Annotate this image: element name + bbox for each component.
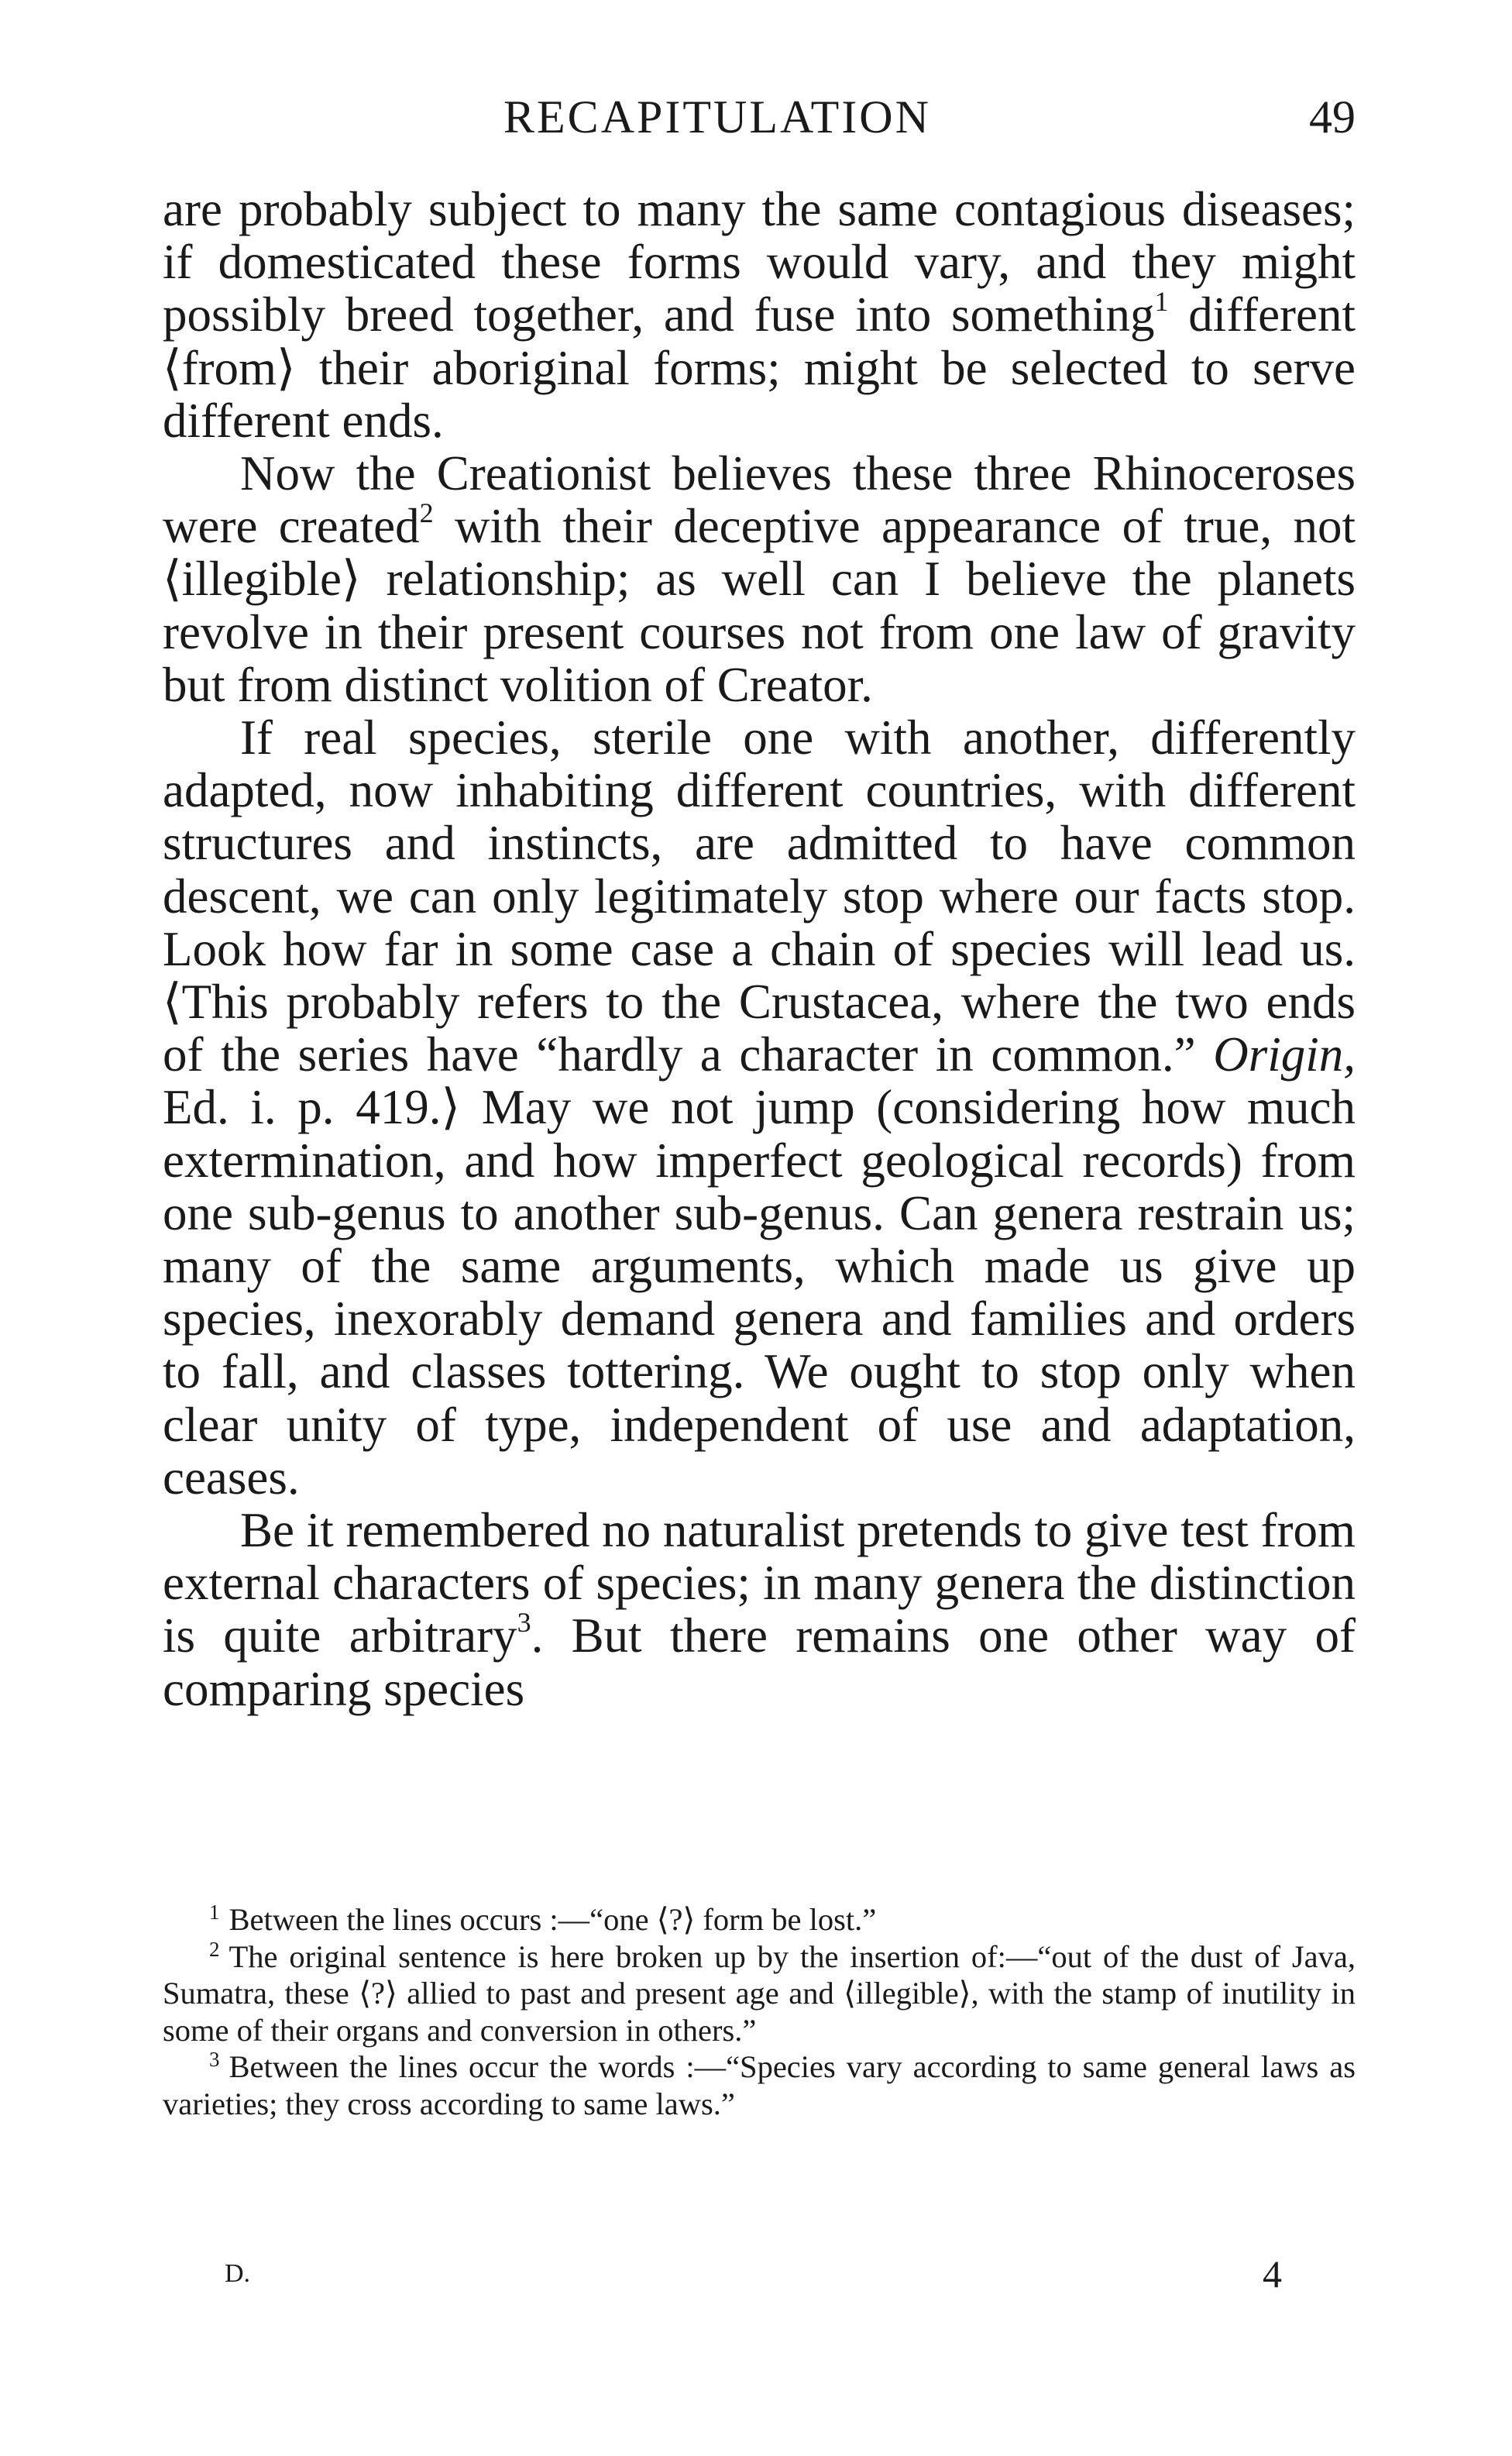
footnotes [163,1901,1356,2122]
paragraph-1-text-b: different ⟨from⟩ their aboriginal forms; might be selected to serve different ends. [163,287,1356,448]
printer-signature: D. [225,2259,251,2288]
paragraph-4-text-b: . But there remains one other way of comparing species [163,1608,1356,1716]
running-head [163,82,1356,152]
main-text [163,183,1356,1715]
paragraph-1-text-a: are probably subject to many the same contagious diseases; if domesticated these forms would vary, and they might possibly breed together, and fuse into something [163,182,1356,342]
paragraph-1 [163,183,1356,447]
paragraph-4-text-a: Be it remembered no naturalist pretends to give test from external characters of species; in many genera the distinction is quite arbitrary [163,1503,1356,1663]
footnote-2-number: 2 [209,1937,220,1961]
footnote-1 [163,1901,1356,1938]
running-title: RECAPITULATION [503,91,931,143]
paragraph-3 [163,711,1356,1504]
paragraph-2 [163,447,1356,711]
paragraph-4 [163,1504,1356,1715]
footnote-ref-3: 3 [517,1607,531,1639]
footnote-1-text: Between the lines occurs :—“one ⟨?⟩ form be lost.” [229,1902,877,1937]
origin-title-italic: Origin, [1213,1027,1356,1082]
paragraph-2-text-a: Now the Creationist believes these three Rhinoceroses were created [163,446,1356,554]
paragraph-3-text-b: Ed. i. p. 419.⟩ May we not jump (considering how much extermination, and how imperfect geological records) from one sub-genus to another sub-genus. Can genera restrain us; many of the same arguments, which made us give up species, inexorably demand genera and families and orders to fall, and classes tottering. We ought to stop only when clear unity of type, independent of use and adaptation, ceases. [163,1080,1356,1505]
footnote-ref-1: 1 [1154,286,1169,318]
page-footer [163,2247,1356,2301]
footnote-3 [163,2048,1356,2122]
paragraph-2-text-b: with their deceptive appearance of true, not ⟨illegible⟩ relationship; as well can I believe the planets revolve in their present courses not from one law of gravity but from distinct volition of Creator. [163,499,1356,712]
page-number: 49 [1309,91,1356,143]
paragraph-3-text-a: If real species, sterile one with another, differently adapted, now inhabiting different countries, with different structures and instincts, are admitted to have common descent, we can only legitimately stop where our facts stop. Look how far in some case a chain of species will lead us. ⟨This probably refers to the Crustacea, where the two ends of the series have “hardly a character in common.” [163,710,1356,1082]
footnote-3-number: 3 [209,2048,220,2071]
footnote-1-number: 1 [209,1900,220,1924]
footnote-ref-2: 2 [419,497,434,529]
footnote-2-text: The original sentence is here broken up by the insertion of:—“out of the dust of Java, Sumatra, these ⟨?⟩ allied to past and present age and ⟨illegible⟩, with the stamp of inutility in some of their organs and conversion in others.” [163,1938,1356,2048]
footnote-3-text: Between the lines occur the words :—“Species vary according to same general laws as varieties; they cross according to same laws.” [163,2049,1356,2121]
sheet-number: 4 [1263,2252,1282,2296]
footnote-2 [163,1938,1356,2049]
